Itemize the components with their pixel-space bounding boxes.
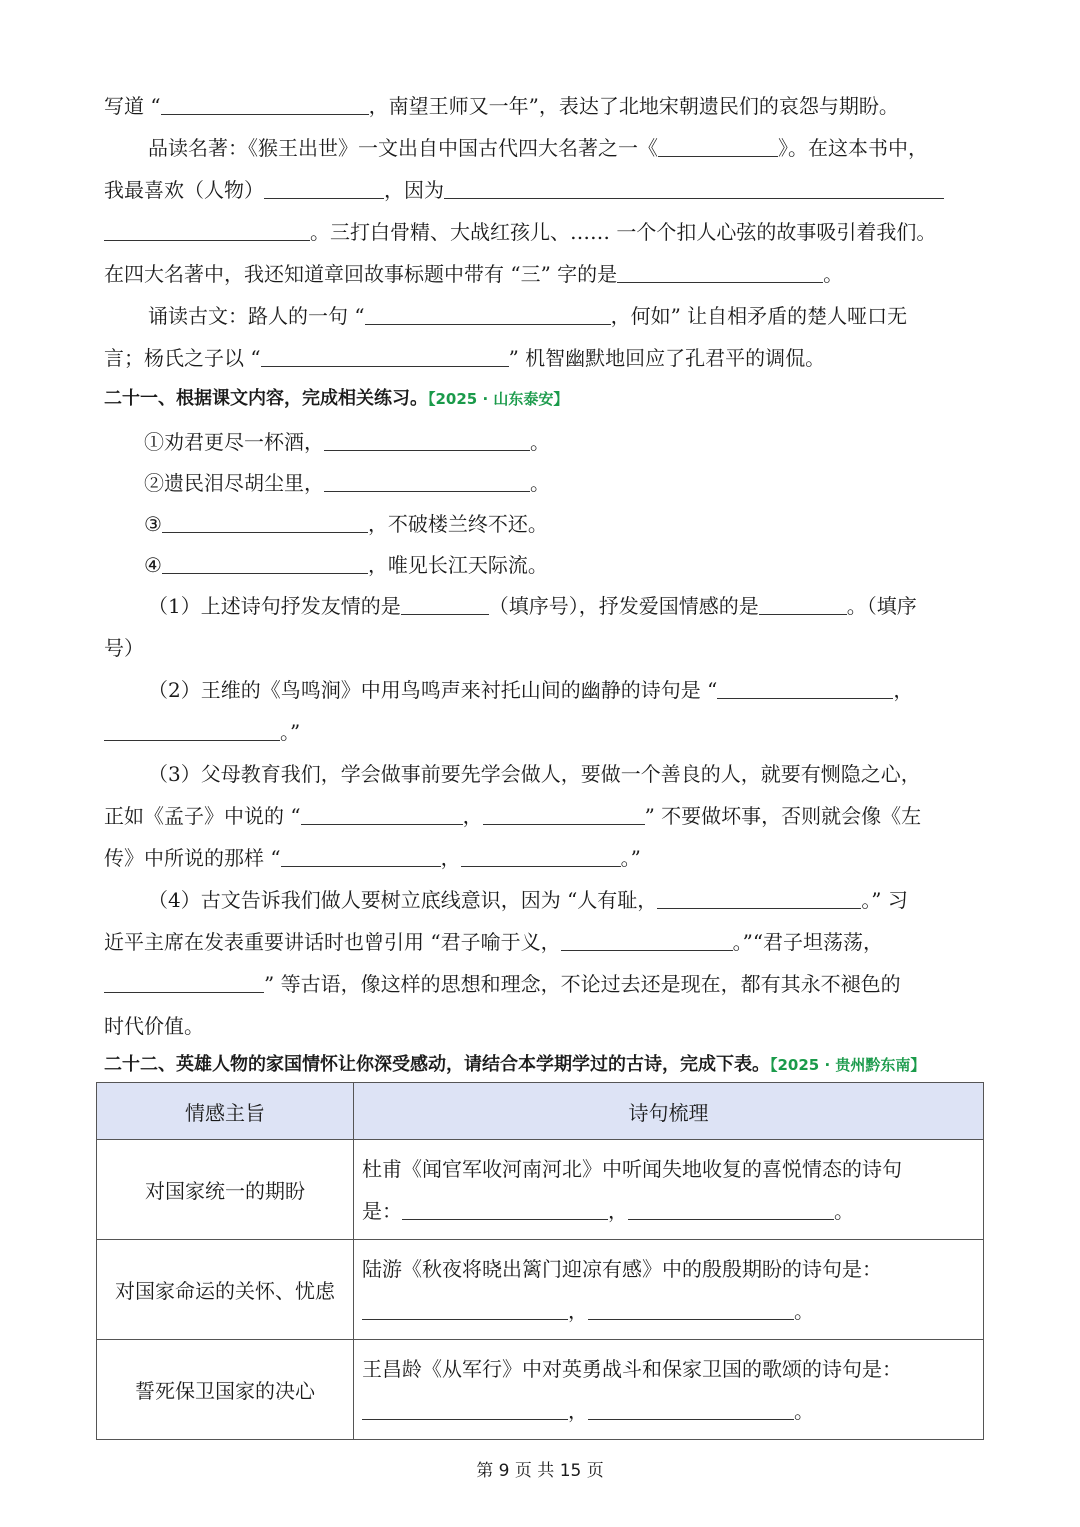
page-number: 第 9 页 共 15 页 xyxy=(476,1461,604,1481)
blank[interactable] xyxy=(588,1297,794,1320)
table-header-verses: 诗句梳理 xyxy=(354,1083,984,1140)
blank[interactable] xyxy=(658,134,778,157)
line-7: 言；杨氏之子以 “ ” 机智幽默地回应了孔君平的调侃。 xyxy=(104,346,826,370)
blank[interactable] xyxy=(324,469,530,492)
blank[interactable] xyxy=(362,1397,568,1420)
blank[interactable] xyxy=(261,344,509,367)
theme-cell: 对国家命运的关怀、忧虑 xyxy=(97,1240,354,1340)
sub-3-line-2: 正如《孟子》中说的 “ ， ” 不要做坏事，否则就会像《左 xyxy=(104,804,922,828)
sub-4-line-4: 时代价值。 xyxy=(104,1014,204,1038)
blank[interactable] xyxy=(281,844,441,867)
sub-4-line-3: ” 等古语，像这样的思想和理念，不论过去还是现在，都有其永不褪色的 xyxy=(104,968,976,1000)
theme-cell: 誓死保卫国家的决心 xyxy=(97,1340,354,1440)
q21-item-1: ①劝君更尽一杯酒， 。 xyxy=(144,430,550,454)
question-21-heading: 二十一、根据课文内容，完成相关练习。【2025 · 山东泰安】 xyxy=(104,388,569,409)
blank[interactable] xyxy=(561,928,733,951)
sub-4: （4）古文告诉我们做人要树立底线意识，因为 “人有耻， 。” 习 xyxy=(148,888,908,912)
blank[interactable] xyxy=(759,592,847,615)
blank[interactable] xyxy=(161,92,369,115)
q21-item-3: ③ ，不破楼兰终不还。 xyxy=(144,512,548,536)
line-1: 写道 “ ，南望王师又一年”，表达了北地宋朝遗民们的哀怨与期盼。 xyxy=(104,94,899,118)
blank[interactable] xyxy=(461,844,621,867)
q21-item-4: ④ ，唯见长江天际流。 xyxy=(144,553,548,577)
sub-3: （3）父母教育我们，学会做事前要先学会做人，要做一个善良的人，就要有恻隐之心， xyxy=(148,762,921,786)
table-header-row xyxy=(97,1083,984,1140)
blank[interactable] xyxy=(301,802,463,825)
question-22-heading: 二十二、英雄人物的家国情怀让你深受感动，请结合本学期学过的古诗，完成下表。【2025 · 贵州黔东南】 xyxy=(104,1054,926,1075)
blank[interactable] xyxy=(657,886,861,909)
verse-cell: 王昌龄《从军行》中对英勇战斗和保家卫国的歌颂的诗句是： ， 。 xyxy=(354,1340,984,1440)
poem-table xyxy=(96,1082,984,1440)
blank[interactable] xyxy=(365,302,611,325)
table-row xyxy=(97,1240,984,1340)
source-tag: 【2025 · 山东泰安】 xyxy=(428,390,569,408)
blank[interactable] xyxy=(264,176,384,199)
blank[interactable] xyxy=(362,1297,568,1320)
table-row xyxy=(97,1140,984,1240)
source-tag: 【2025 · 贵州黔东南】 xyxy=(770,1056,926,1074)
blank[interactable] xyxy=(162,510,368,533)
blank[interactable] xyxy=(104,970,264,993)
sub-3-line-3: 传》中所说的那样 “ ， 。” xyxy=(104,846,641,870)
verse-cell: 杜甫《闻官军收河南河北》中听闻失地收复的喜悦情态的诗句 是： ， 。 xyxy=(354,1140,984,1240)
blank[interactable] xyxy=(588,1397,794,1420)
blank[interactable] xyxy=(401,592,489,615)
line-2: 品读名著：《猴王出世》一文出自中国古代四大名著之一《 》。在这本书中， xyxy=(148,136,928,160)
sub-1: （1）上述诗句抒发友情的是 （填序号），抒发爱国情感的是 。（填序 xyxy=(148,594,917,618)
blank[interactable] xyxy=(444,176,944,199)
blank[interactable] xyxy=(104,218,310,241)
theme-cell: 对国家统一的期盼 xyxy=(97,1140,354,1240)
blank[interactable] xyxy=(324,428,530,451)
table-header-theme: 情感主旨 xyxy=(97,1083,354,1140)
sub-4-line-2: 近平主席在发表重要讲话时也曾引用 “君子喻于义， 。”“君子坦荡荡， xyxy=(104,930,884,954)
blank[interactable] xyxy=(402,1197,608,1220)
blank[interactable] xyxy=(628,1197,834,1220)
table-row xyxy=(97,1340,984,1440)
line-4: 。三打白骨精、大战红孩儿、…… 一个个扣人心弦的故事吸引着我们。 xyxy=(104,216,976,248)
sub-1-cont: 号） xyxy=(104,636,144,660)
line-6: 诵读古文：路人的一句 “ ，何如” 让自相矛盾的楚人哑口无 xyxy=(148,304,908,328)
line-5: 在四大名著中，我还知道章回故事标题中带有 “三” 字的是 。 xyxy=(104,262,844,286)
blank[interactable] xyxy=(617,260,823,283)
line-3: 我最喜欢（人物） ，因为 xyxy=(104,174,976,206)
sub-2-cont: 。” xyxy=(104,716,976,748)
blank[interactable] xyxy=(717,676,893,699)
sub-2: （2）王维的《鸟鸣涧》中用鸟鸣声来衬托山间的幽静的诗句是 “ ， xyxy=(148,678,914,702)
blank[interactable] xyxy=(162,551,368,574)
blank[interactable] xyxy=(483,802,645,825)
q21-item-2: ②遗民泪尽胡尘里， 。 xyxy=(144,471,550,495)
blank[interactable] xyxy=(104,718,280,741)
verse-cell: 陆游《秋夜将晓出篱门迎凉有感》中的殷殷期盼的诗句是： ， 。 xyxy=(354,1240,984,1340)
